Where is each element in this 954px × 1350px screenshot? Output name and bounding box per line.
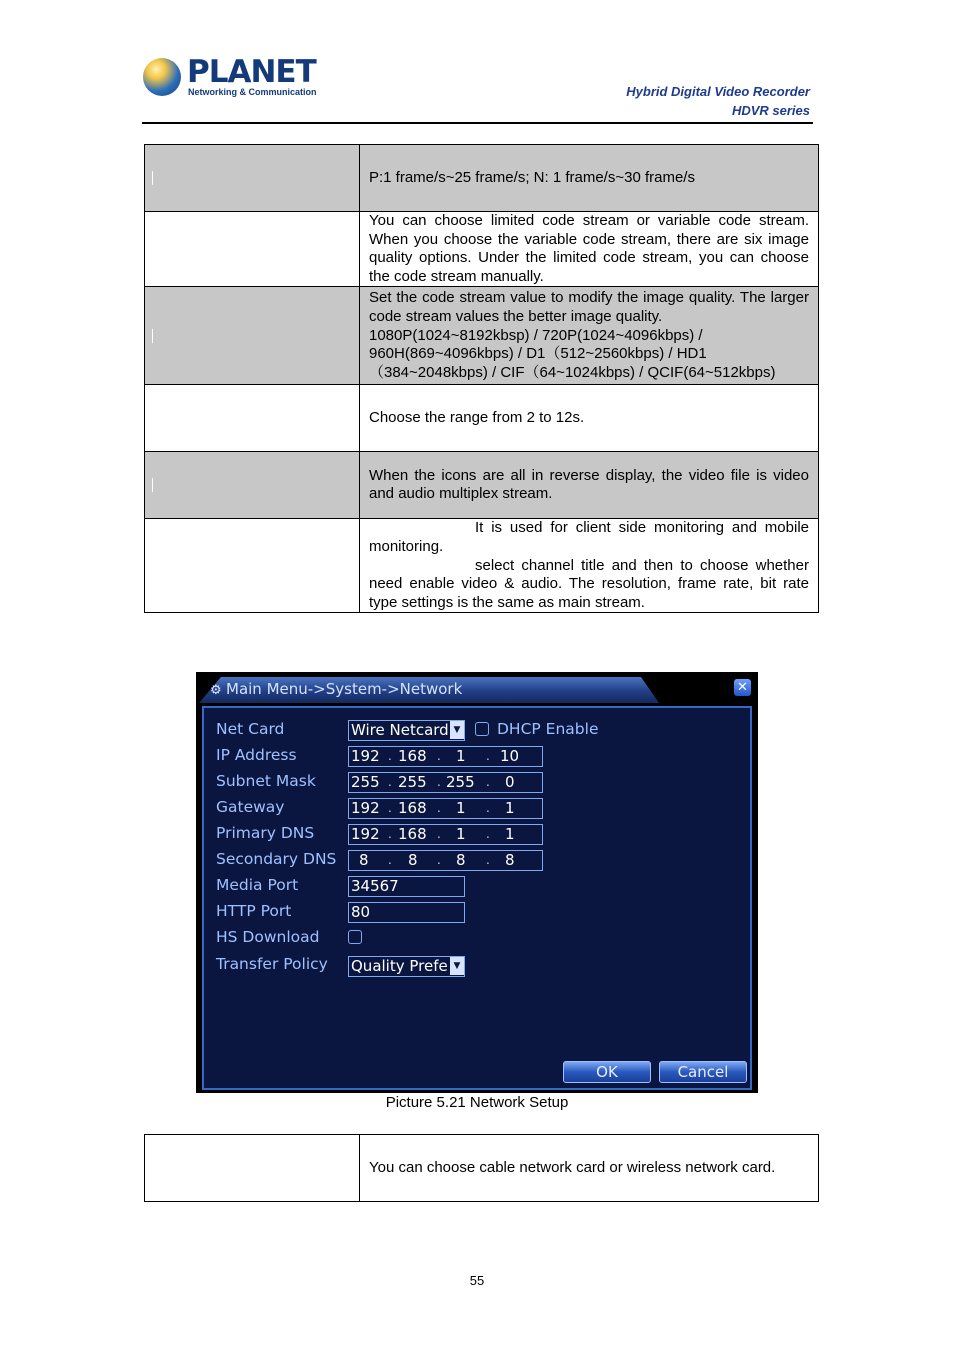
- ip-address-field[interactable]: 192 . 168 . 1 . 10: [348, 746, 543, 767]
- window-title: Main Menu->System->Network: [226, 680, 463, 698]
- table-row: [145, 519, 819, 613]
- table-row: [145, 1135, 819, 1202]
- desc-part-1: It is used for client side monitoring and mobile monitoring.: [369, 519, 809, 555]
- label-media-port: Media Port: [216, 876, 299, 894]
- planet-logo: [143, 54, 317, 101]
- brand-name: PLANET: [187, 54, 316, 90]
- gw-octet-1: 192: [351, 799, 380, 817]
- cancel-button[interactable]: Cancel: [659, 1061, 747, 1083]
- sdns-octet-1: 8: [359, 851, 369, 869]
- param-cell: [145, 287, 360, 385]
- gw-octet-4: 1: [505, 799, 515, 817]
- ip-octet-3: 1: [456, 747, 466, 765]
- label-gateway: Gateway: [216, 798, 285, 816]
- table-row: [145, 385, 819, 452]
- desc-cell: [360, 519, 819, 613]
- param-cell: [145, 519, 360, 613]
- settings-panel: [202, 706, 752, 1090]
- gateway-field[interactable]: 192 . 168 . 1 . 1: [348, 798, 543, 819]
- mask-octet-4: 0: [505, 773, 515, 791]
- globe-icon: [143, 58, 181, 96]
- http-port-input[interactable]: 80: [348, 902, 465, 923]
- pdns-octet-3: 1: [456, 825, 466, 843]
- transfer-policy-select[interactable]: [348, 956, 465, 977]
- mask-octet-1: 255: [351, 773, 380, 791]
- media-port-input[interactable]: 34567: [348, 876, 465, 897]
- desc-line: Set the code stream value to modify the image quality. The larger code stream values the better image quality.: [369, 289, 809, 325]
- desc-line: 1080P(1024~8192kbsp) / 720P(1024~4096kbps) /: [369, 326, 703, 344]
- brand-tagline: Networking & Communication: [188, 87, 317, 97]
- chevron-down-icon: ▼: [450, 721, 464, 739]
- hs-download-checkbox[interactable]: [348, 930, 362, 944]
- page-number: 55: [469, 1273, 485, 1288]
- desc-cell: Choose the range from 2 to 12s.: [360, 385, 819, 452]
- network-setup-screen: [196, 672, 758, 1093]
- param-cell: [145, 145, 360, 212]
- sdns-octet-2: 8: [408, 851, 418, 869]
- secondary-dns-field[interactable]: 8 . 8 . 8 . 8: [348, 850, 543, 871]
- table-row: [145, 452, 819, 519]
- label-transfer-policy: Transfer Policy: [216, 955, 328, 973]
- chevron-down-icon: ▼: [450, 957, 464, 975]
- net-card-value: Wire Netcard: [351, 721, 449, 739]
- ip-octet-1: 192: [351, 747, 380, 765]
- label-secondary-dns: Secondary DNS: [216, 850, 337, 868]
- sdns-octet-3: 8: [456, 851, 466, 869]
- desc-cell: When the icons are all in reverse display, the video file is video and audio multiplex stream.: [360, 452, 819, 519]
- desc-cell: [360, 287, 819, 385]
- transfer-policy-value: Quality Prefe: [351, 957, 448, 975]
- subnet-mask-field[interactable]: 255 . 255 . 255 . 0: [348, 772, 543, 793]
- ip-octet-2: 168: [398, 747, 427, 765]
- close-icon[interactable]: ✕: [734, 679, 751, 696]
- pdns-octet-2: 168: [398, 825, 427, 843]
- label-subnet-mask: Subnet Mask: [216, 772, 316, 790]
- ip-octet-4: 10: [500, 747, 520, 765]
- gw-octet-3: 1: [456, 799, 466, 817]
- product-line-2: HDVR series: [731, 103, 810, 118]
- gw-octet-2: 168: [398, 799, 427, 817]
- desc-line: 960H(869~4096kbps) / D1（512~2560kbps) / HD1: [369, 345, 707, 363]
- table-row: [145, 287, 819, 385]
- mask-octet-2: 255: [398, 773, 427, 791]
- net-card-select[interactable]: [348, 720, 465, 741]
- spec-table-bottom: [144, 1134, 819, 1202]
- label-http-port: HTTP Port: [216, 902, 292, 920]
- label-primary-dns: Primary DNS: [216, 824, 315, 842]
- dhcp-label: DHCP Enable: [497, 720, 599, 738]
- pdns-octet-1: 192: [351, 825, 380, 843]
- desc-cell: P:1 frame/s~25 frame/s; N: 1 frame/s~30 frame/s: [360, 145, 819, 212]
- product-line-1: Hybrid Digital Video Recorder: [626, 84, 810, 99]
- table-row: [145, 145, 819, 212]
- desc-cell: You can choose cable network card or wireless network card.: [360, 1135, 819, 1202]
- pdns-octet-4: 1: [505, 825, 515, 843]
- table-row: [145, 212, 819, 287]
- param-cell: [145, 212, 360, 287]
- label-hs-download: HS Download: [216, 928, 320, 946]
- desc-part-2: select channel title and then to choose whether need enable video & audio. The resolution, frame rate, bit rate type settings is the same as main stream.: [369, 556, 809, 611]
- desc-line: （384~2048kbps) / CIF（64~1024kbps) / QCIF(64~512kbps): [369, 363, 776, 381]
- menu-icon: ⚙: [210, 683, 222, 698]
- product-header: [626, 82, 810, 120]
- primary-dns-field[interactable]: 192 . 168 . 1 . 1: [348, 824, 543, 845]
- param-cell: [145, 1135, 360, 1202]
- figure-caption: Picture 5.21 Network Setup: [385, 1094, 569, 1111]
- desc-cell: You can choose limited code stream or variable code stream. When you choose the variable code stream, there are six image quality options. Under the limited code stream, you can choose the code stream manually.: [360, 212, 819, 287]
- header-divider: [142, 122, 813, 124]
- mask-octet-3: 255: [446, 773, 475, 791]
- label-net-card: Net Card: [216, 720, 285, 738]
- param-cell: [145, 452, 360, 519]
- label-ip-address: IP Address: [216, 746, 297, 764]
- dhcp-checkbox[interactable]: [475, 722, 489, 736]
- ok-button[interactable]: OK: [563, 1061, 651, 1083]
- spec-table-top: [144, 144, 819, 613]
- sdns-octet-4: 8: [505, 851, 515, 869]
- param-cell: [145, 385, 360, 452]
